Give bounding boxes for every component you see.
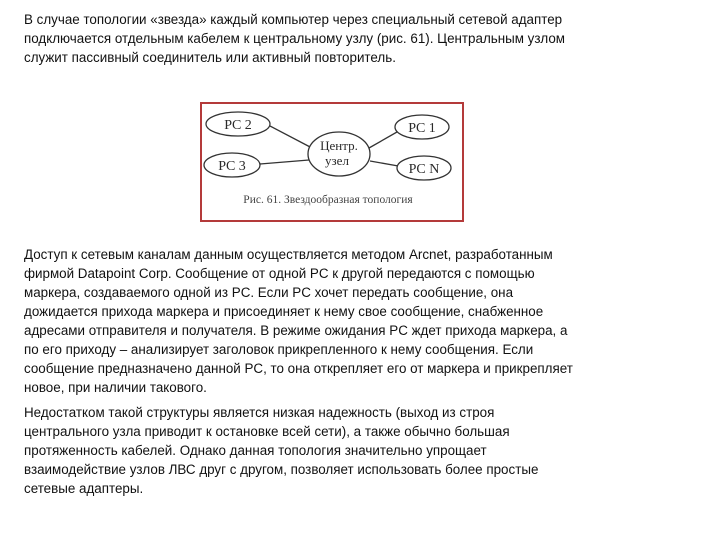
paragraph-arcnet bbox=[24, 245, 702, 397]
text-line: фирмой Datapoint Corp. Сообщение от одной PC к другой передаются с помощью bbox=[24, 266, 535, 281]
text-line: адресами отправителя и получателя. В режиме ожидания PC ждет прихода маркера, а bbox=[24, 323, 568, 338]
text-line: по его приходу – анализирует заголовок прикрепленного к нему сообщения. Если bbox=[24, 342, 534, 357]
star-topology-diagram bbox=[202, 104, 462, 220]
paragraph-intro bbox=[24, 10, 702, 67]
text-line: сетевые адаптеры. bbox=[24, 481, 144, 496]
text-line: протяженность кабелей. Однако данная топология значительно упрощает bbox=[24, 443, 487, 458]
node-pcn-label: PC N bbox=[408, 162, 440, 177]
link-pc3 bbox=[260, 160, 309, 164]
node-pc3-label: PC 3 bbox=[218, 159, 246, 174]
text-line: сообщение предназначено данной PC, то она открепляет его от маркера и прикрепляет bbox=[24, 361, 573, 376]
text-line: центрального узла приводит к остановке всей сети), а также обычно большая bbox=[24, 424, 510, 439]
node-pc1-label: PC 1 bbox=[408, 121, 436, 136]
text-line: дожидается прихода маркера и присоединяет к нему свое сообщение, снабженное bbox=[24, 304, 544, 319]
paragraph-drawbacks bbox=[24, 403, 702, 498]
star-topology-figure bbox=[200, 102, 464, 222]
text-line: новое, при наличии такового. bbox=[24, 380, 207, 395]
text-line: Недостатком такой структуры является низкая надежность (выход из строя bbox=[24, 405, 495, 420]
text-line: Доступ к сетевым каналам данным осуществляется методом Arcnet, разработанным bbox=[24, 247, 553, 262]
figure-caption: Рис. 61. Звездообразная топология bbox=[243, 194, 413, 206]
central-node-label-line1: Центр. bbox=[320, 138, 358, 153]
central-node-label-line2: узел bbox=[325, 153, 349, 168]
link-pc2 bbox=[270, 126, 312, 148]
text-line: подключается отдельным кабелем к центральному узлу (рис. 61). Центральным узлом bbox=[24, 31, 565, 46]
text-line: взаимодействие узлов ЛВС друг с другом, позволяет использовать более простые bbox=[24, 462, 539, 477]
node-pc2-label: PC 2 bbox=[224, 118, 252, 133]
text-line: В случае топологии «звезда» каждый компьютер через специальный сетевой адаптер bbox=[24, 12, 563, 27]
text-line: служит пассивный соединитель или активный повторитель. bbox=[24, 50, 396, 65]
text-line: маркера, создаваемого одной из PC. Если PC хочет передать сообщение, она bbox=[24, 285, 514, 300]
